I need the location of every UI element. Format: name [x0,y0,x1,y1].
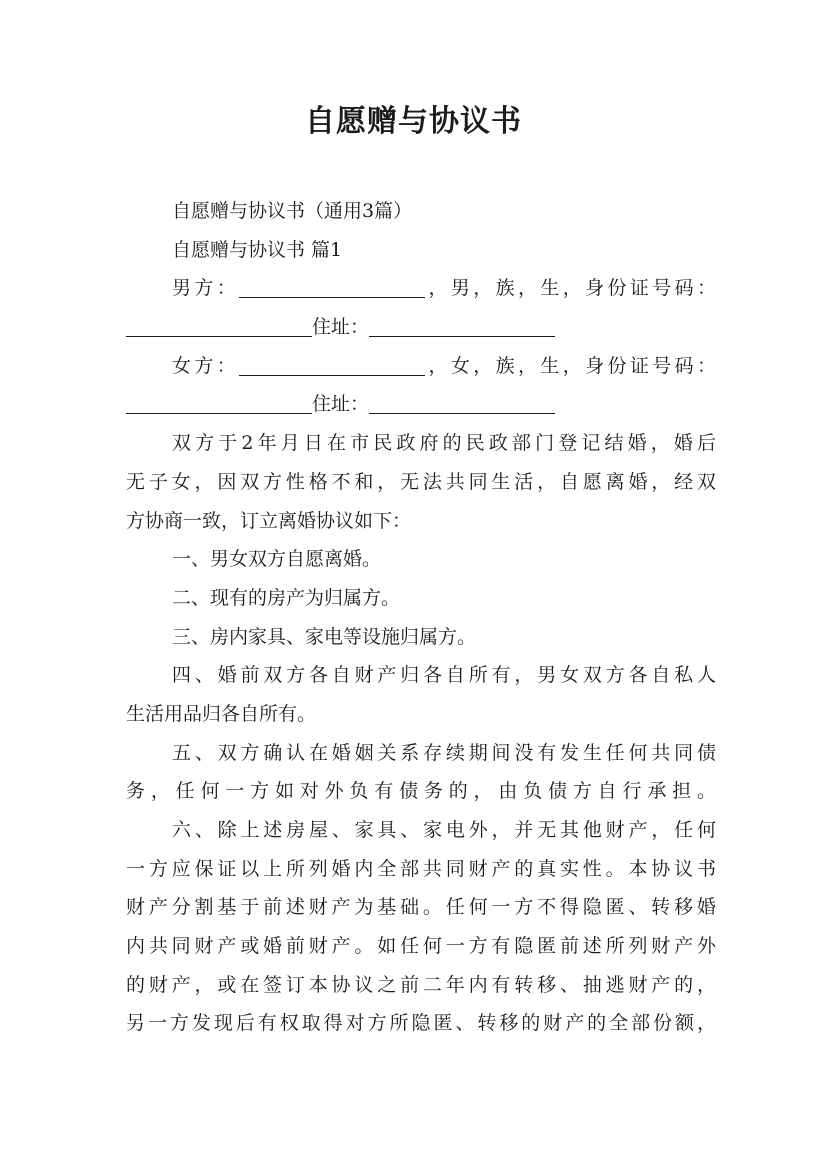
man-info-line [126,269,716,308]
man-address-line [126,308,716,347]
man-label: 男方： [172,277,240,300]
document-title: 自愿赠与协议书 [305,104,522,139]
section-heading: 自愿赠与协议书 篇1 [172,238,343,261]
man-id-blank [126,314,312,337]
woman-info-line [126,347,716,386]
clause-6-line-6: 另一方发现后有权取得对方所隐匿、转移的财产的全部份额， [126,1012,716,1035]
woman-address-label: 住址： [312,393,370,416]
man-info-text: ，男，族，生，身份证号码： [425,277,716,300]
document-body [126,192,716,1043]
man-address-blank [369,314,555,337]
woman-label: 女方： [172,354,240,377]
woman-address-blank [369,391,555,414]
clause-4-line-1: 四、婚前双方各自财产归各自所有，男女双方各自私人 [172,664,716,687]
man-address-label: 住址： [312,316,370,339]
clause-3: 三、房内家具、家电等设施归属方。 [172,625,477,648]
clause-6-line-3: 财产分割基于前述财产为基础。任何一方不得隐匿、转移婚 [126,896,716,919]
woman-id-blank [126,391,312,414]
woman-info-text: ，女，族，生，身份证号码： [425,354,716,377]
clause-6-line-2: 一方应保证以上所列婚内全部共同财产的真实性。本协议书 [126,857,716,880]
intro-line-3: 方协商一致，订立离婚协议如下： [126,509,412,532]
clause-1: 一、男女双方自愿离婚。 [172,548,382,571]
clause-4-line-2: 生活用品归各自所有。 [126,702,317,725]
man-name-blank [239,275,425,298]
clause-5-line-2: 务，任何一方如对外负有债务的，由负债方自行承担。 [126,780,716,803]
intro-line-1: 双方于2年月日在市民政府的民政部门登记结婚，婚后 [172,432,716,455]
clause-6-line-4: 内共同财产或婚前财产。如任何一方有隐匿前述所列财产外 [126,935,716,958]
intro-line-2: 无子女，因双方性格不和，无法共同生活，自愿离婚，经双 [126,470,716,493]
clause-2: 二、现有的房产为归属方。 [172,586,401,609]
woman-name-blank [239,353,425,376]
clause-5-line-1: 五、双方确认在婚姻关系存续期间没有发生任何共同债 [172,741,716,764]
clause-6-line-1: 六、除上述房屋、家具、家电外，并无其他财产，任何 [172,819,716,841]
woman-address-line [126,385,716,424]
document-subtitle: 自愿赠与协议书（通用3篇） [172,200,413,222]
clause-6-line-5: 的财产，或在签订本协议之前二年内有转移、抽逃财产的， [126,973,716,996]
